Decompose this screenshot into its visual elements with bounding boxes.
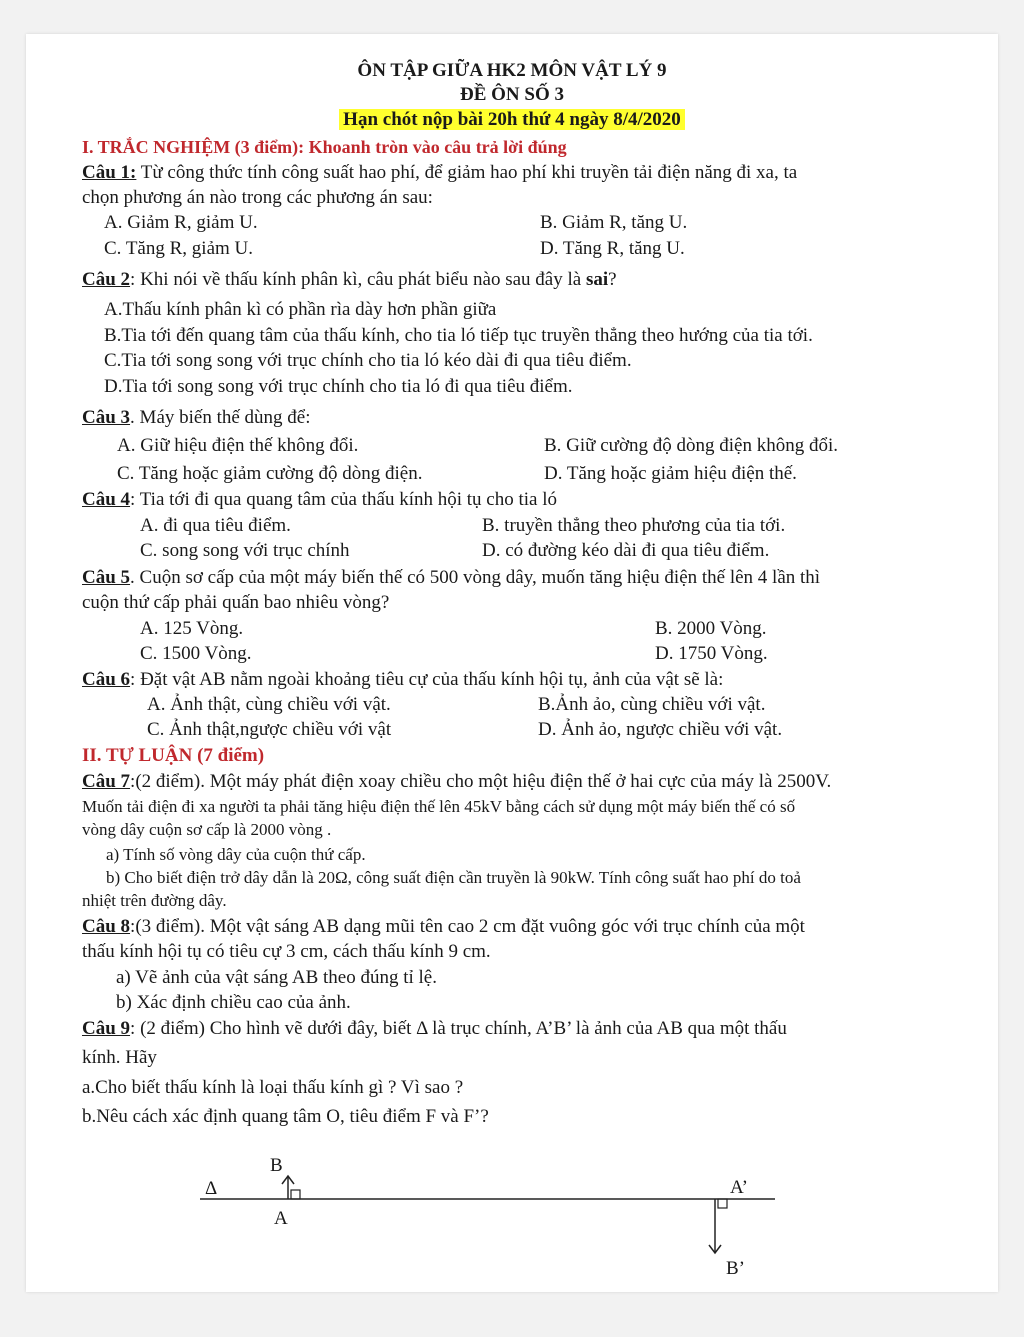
option-b: B.Tia tới đến quang tâm của thấu kính, cho tia ló tiếp tục truyền thẳng theo hướng của tia tới. xyxy=(104,325,813,346)
doc-title: ÔN TẬP GIỮA HK2 MÔN VẬT LÝ 9 xyxy=(357,60,667,81)
option-c: C. Tăng hoặc giảm cường độ dòng điện. xyxy=(117,463,423,484)
option-c: C.Tia tới song song với trục chính cho tia ló kéo dài đi qua tiêu điểm. xyxy=(104,350,632,371)
question-label: Câu 4 xyxy=(82,489,131,510)
option-a: A. Giữ hiệu điện thế không đổi. xyxy=(117,435,359,456)
option-d: D. Ảnh ảo, ngược chiều với vật. xyxy=(538,719,783,740)
subquestion-a: a) Tính số vòng dây của cuộn thứ cấp. xyxy=(106,845,366,864)
question-text: :(2 điểm). Một máy phát điện xoay chiều cho một hiệu điện thế ở hai cực của máy là 2500V. xyxy=(130,771,832,792)
question-7-line2: Muốn tải điện đi xa người ta phải tăng hiệu điện thế lên 45kV bằng cách sử dụng một máy biến thế có số xyxy=(82,797,796,816)
question-9-cont: kính. Hãy xyxy=(82,1047,157,1068)
option-b: B. Giữ cường độ dòng điện không đổi. xyxy=(544,435,838,456)
subquestion-b: b) Cho biết điện trở dây dẫn là 20Ω, công suất điện cần truyền là 90kW. Tính công suất hao phí do toả xyxy=(106,868,801,887)
question-label: Câu 3 xyxy=(82,407,131,428)
axis-label: Δ xyxy=(205,1178,218,1199)
subquestion-b: b) Xác định chiều cao của ảnh. xyxy=(116,992,351,1013)
question-label: Câu 9 xyxy=(82,1018,131,1039)
point-a-label: A xyxy=(274,1208,288,1229)
question-label: Câu 2 xyxy=(82,269,131,290)
option-d: D.Tia tới song song với trục chính cho tia ló đi qua tiêu điểm. xyxy=(104,376,573,397)
option-d: D. 1750 Vòng. xyxy=(655,643,768,664)
subquestion-a: a) Vẽ ảnh của vật sáng AB theo đúng tỉ lệ. xyxy=(116,967,437,988)
point-a-prime-label: A’ xyxy=(730,1177,748,1198)
section-2-title: II. TỰ LUẬN (7 điểm) xyxy=(82,745,265,766)
option-d: D. Tăng R, tăng U. xyxy=(540,238,685,259)
question-text: : Đặt vật AB nằm ngoài khoảng tiêu cự của thấu kính hội tụ, ảnh của vật sẽ là: xyxy=(130,669,724,690)
option-a: A. Ảnh thật, cùng chiều với vật. xyxy=(147,694,391,715)
option-a: A. 125 Vòng. xyxy=(140,618,244,639)
option-d: D. Tăng hoặc giảm hiệu điện thế. xyxy=(544,463,797,484)
question-1-cont: chọn phương án nào trong các phương án sau: xyxy=(82,187,433,208)
question-text: . Cuộn sơ cấp của một máy biến thế có 500 vòng dây, muốn tăng hiệu điện thế lên 4 lần thì xyxy=(130,567,821,588)
question-label: Câu 8 xyxy=(82,916,131,937)
option-b: B.Ảnh ảo, cùng chiều với vật. xyxy=(538,694,766,715)
option-b: B. 2000 Vòng. xyxy=(655,618,767,639)
question-5-cont: cuộn thứ cấp phải quấn bao nhiêu vòng? xyxy=(82,592,390,613)
subquestion-a: a.Cho biết thấu kính là loại thấu kính gì ? Vì sao ? xyxy=(82,1077,464,1098)
section-1-title: I. TRẮC NGHIỆM (3 điểm): Khoanh tròn vào câu trả lời đúng xyxy=(82,137,567,157)
question-text: : Tia tới đi qua quang tâm của thấu kính hội tụ cho tia ló xyxy=(130,489,557,510)
option-c: C. 1500 Vòng. xyxy=(140,643,252,664)
option-d: D. có đường kéo dài đi qua tiêu điểm. xyxy=(482,540,770,561)
question-text: Từ công thức tính công suất hao phí, để giảm hao phí khi truyền tải điện năng đi xa, ta xyxy=(136,162,798,183)
subquestion-b: b.Nêu cách xác định quang tâm O, tiêu điểm F và F’? xyxy=(82,1106,489,1127)
question-text: . Máy biến thế dùng để: xyxy=(130,407,311,428)
deadline-highlight: Hạn chót nộp bài 20h thứ 4 ngày 8/4/2020 xyxy=(339,109,685,130)
option-c: C. song song với trục chính xyxy=(140,540,350,561)
question-7-line3: vòng dây cuộn sơ cấp là 2000 vòng . xyxy=(82,820,332,839)
question-label: Câu 7 xyxy=(82,771,131,792)
option-a: A.Thấu kính phân kì có phần rìa dày hơn phần giữa xyxy=(104,299,497,320)
question-text: : Khi nói về thấu kính phân kì, câu phát biểu nào sau đây là xyxy=(130,269,586,290)
question-label: Câu 5 xyxy=(82,567,131,588)
subquestion-b-cont: nhiệt trên đường dây. xyxy=(82,891,227,910)
question-text-end: ? xyxy=(608,269,617,290)
question-text: :(3 điểm). Một vật sáng AB dạng mũi tên cao 2 cm đặt vuông góc với trục chính của một xyxy=(130,916,805,937)
question-text: : (2 điểm) Cho hình vẽ dưới đây, biết Δ là trục chính, A’B’ là ảnh của AB qua một thấu xyxy=(130,1018,787,1039)
point-b-label: B xyxy=(270,1155,283,1176)
question-8-cont: thấu kính hội tụ có tiêu cự 3 cm, cách thấu kính 9 cm. xyxy=(82,941,491,962)
question-label: Câu 6 xyxy=(82,669,131,690)
doc-subtitle: ĐỀ ÔN SỐ 3 xyxy=(460,84,564,105)
option-a: A. Giảm R, giảm U. xyxy=(104,212,258,233)
question-label: Câu 1: xyxy=(82,162,137,183)
point-b-prime-label: B’ xyxy=(726,1258,745,1279)
question-emphasis: sai xyxy=(585,269,609,290)
option-c: C. Ảnh thật,ngược chiều với vật xyxy=(147,719,392,740)
right-angle-mark xyxy=(718,1199,727,1208)
option-c: C. Tăng R, giảm U. xyxy=(104,238,254,259)
option-a: A. đi qua tiêu điểm. xyxy=(140,515,291,536)
option-b: B. Giảm R, tăng U. xyxy=(540,212,688,233)
option-b: B. truyền thẳng theo phương của tia tới. xyxy=(482,515,786,536)
right-angle-mark xyxy=(291,1190,300,1199)
